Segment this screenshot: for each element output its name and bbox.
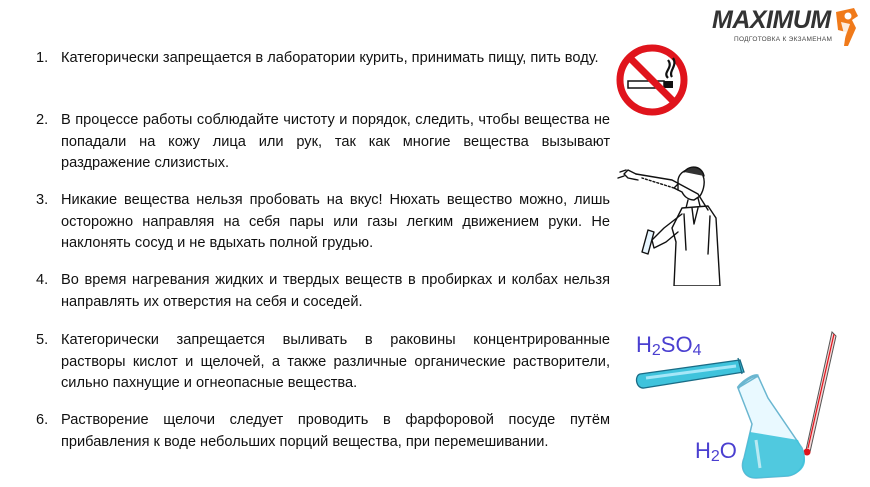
rule-number: 4. <box>36 272 49 288</box>
logo-figure-icon <box>832 8 860 48</box>
man-wafting-vapors-icon <box>612 158 724 286</box>
rule-text: Категорически запрещается выливать в раковины концентрированные растворы кислот и щелочей, а также различные органические растворители, сильно пахнущие и огнеопасные вещества. <box>61 332 610 391</box>
logo-wordmark: MAXIMUM <box>712 6 831 34</box>
formula-part: H <box>636 332 652 357</box>
rule-text: Во время нагревания жидких и твердых веществ в пробирках и колбах нельзя направлять их отверстия на себя и соседей. <box>61 272 610 310</box>
rule-item-1 <box>36 48 610 70</box>
formula-part: SO <box>660 332 693 357</box>
rule-item-4 <box>36 270 610 313</box>
no-smoking-icon <box>616 44 688 116</box>
rule-item-5 <box>36 330 610 395</box>
rule-item-6 <box>36 410 610 453</box>
formula-part: H <box>695 438 711 463</box>
formula-subscript: 2 <box>651 342 661 359</box>
flask-with-water-icon <box>728 328 838 480</box>
maximum-logo <box>712 6 862 48</box>
rule-number: 6. <box>36 412 49 428</box>
rule-text: Никакие вещества нельзя пробовать на вкус! Нюхать вещество можно, лишь осторожно направляя на себя пары или газы легким движением руки. Не наклонять сосуд и не вдыхать полной грудью. <box>61 192 610 251</box>
formula-subscript: 4 <box>692 342 702 359</box>
rule-number: 5. <box>36 332 49 348</box>
logo-tagline: ПОДГОТОВКА К ЭКЗАМЕНАМ <box>734 36 833 43</box>
formula-subscript: 2 <box>710 448 720 465</box>
rule-number: 2. <box>36 112 49 128</box>
rule-number: 3. <box>36 192 49 208</box>
rule-text: Растворение щелочи следует проводить в фарфоровой посуде путём прибавления к воде небольших порций вещества, при перемешивании. <box>61 412 610 450</box>
water-formula <box>695 438 737 466</box>
rule-item-2 <box>36 110 610 175</box>
rule-text: Категорически запрещается в лаборатории курить, принимать пищу, пить воду. <box>61 50 599 66</box>
formula-part: O <box>719 438 737 463</box>
rule-text: В процессе работы соблюдайте чистоту и порядок, следить, чтобы вещества не попадали на кожу лица или рук, так как многие вещества вызывают раздражение слизистых. <box>61 112 610 171</box>
rule-item-3 <box>36 190 610 255</box>
rule-number: 1. <box>36 50 49 66</box>
